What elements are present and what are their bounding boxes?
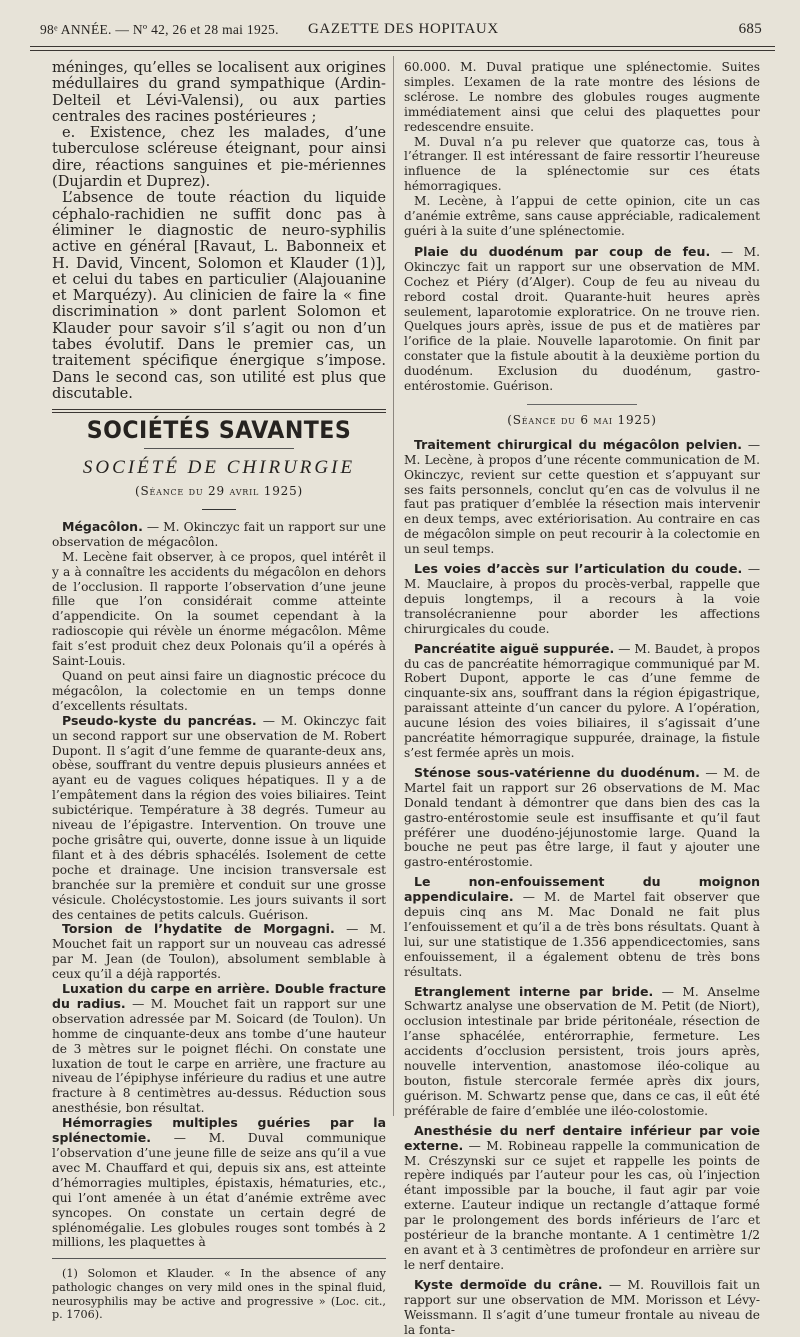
article-entry	[404, 1124, 760, 1273]
article-text: — M. de Martel fait un rapport sur 26 observations de M. Mac Donald tendant à démontrer que dans bien des cas la gastro-entérostomie seule est insuffisante et qu’il faut préférer une duodéno-jéjunostomie large. Quand la bouche ne peut pas être large, il faut y ajouter une gastro-entérostomie.	[404, 765, 760, 870]
article-text: — M. Mouchet fait un rapport sur une observation adressée par M. Soicard (de Toulon). Un homme de cinquante-deux ans tombe d’une hauteur de 3 mètres sur le poignet fléchi. On constate une luxation de tout le carpe en arrière, une fracture au niveau de l’épiphyse inférieure du radius et une autre fracture à 8 centimètres au-dessus. Réduction sous anesthésie, bon résultat.	[52, 996, 386, 1116]
issue-info: 98ᵉ ANNÉE. — Nº 42, 26 et 28 mai 1925.	[40, 22, 279, 37]
intro-paragraph: e. Existence, chez les malades, d’une tuberculose scléreuse éteignant, pour ainsi dire, réactions sanguines et pie-mériennes (Dujardin et Duprez).	[52, 124, 386, 191]
page-number: 685	[738, 21, 762, 37]
article-heading: Pancréatite aiguë suppurée.	[414, 640, 615, 656]
article-entry	[52, 714, 386, 923]
article-heading: Traitement chirurgical du mégacôlon pelvien.	[414, 436, 742, 452]
left-column	[52, 60, 386, 1322]
continuation-paragraph: 60.000. M. Duval pratique une splénectomie. Suites simples. L’examen de la rate montre des lésions de sclérose. Le nombre des globules rouges augmente immédiatement ainsi que celui des plaquettes pour redescendre ensuite.	[404, 60, 760, 134]
article-entry	[404, 766, 760, 870]
article-entry	[52, 922, 386, 982]
article-text: — M. Okinczyc fait un second rapport sur une observation de M. Robert Dupont. Il s’agit d’une femme de quarante-deux ans, obèse, souffrant du ventre depuis plusieurs années et ayant eu de vagues coliques hépatiques. Il y a de l’empâtement dans la région des voies biliaires. Teint subictérique. Température à 38 degrés. Tumeur au niveau de l’épigastre. Intervention. On trouve une poche grisâtre qui, ouverte, donne issue à un liquide filant et à des débris sphacélés. Isolement de cette poche et drainage. Une incision transversale est branchée sur la première et conduit sur une grosse vésicule. Cholécystostomie. Les jours suivants il sort des centaines de petits calculs. Guérison.	[52, 713, 386, 922]
article-text: — M. Okinczyc fait un rapport sur une observation de mégacôlon.	[52, 519, 386, 549]
session-date: (Séance du 6 mai 1925)	[507, 412, 657, 427]
center-rule	[527, 404, 637, 405]
section-rule	[52, 409, 386, 410]
article-heading: Les voies d’accès sur l’articulation du coude.	[414, 561, 743, 577]
article-text: — M. de Martel fait observer que depuis cinq ans M. Mac Donald ne fait plus l’enfouissement et qu’il a de très bons résultats. Quant à lui, sur une statistique de 1.356 appendicectomies, sans enfouissement, il a également obtenu de très bons résultats.	[404, 890, 760, 979]
article-entry	[52, 550, 386, 669]
article-entry	[404, 642, 760, 761]
article-heading: Luxation du carpe en arrière. Double fracture du radius.	[52, 981, 386, 1011]
article-heading: Plaie du duodénum par coup de feu.	[414, 243, 711, 259]
article-heading: Hémorragies multiples guéries par la splénectomie.	[52, 1115, 386, 1146]
article-text: — M. Okinczyc fait un rapport sur une observation de MM. Cochez et Piéry (d’Alger). Coup de feu au niveau du rebord costal droit. Quarante-huit heures après seulement, laparotomie exploratrice. On ne trouve rien. Quelques jours après, issue de pus et de matières par l’orifice de la plaie. Nouvelle laparotomie. On finit par constater que la fistule aboutit à la deuxième portion du duodénum. Exclusion du duodénum, gastro-entérostomie. Guérison.	[404, 244, 760, 394]
right-column	[404, 60, 760, 1337]
article-heading: Mégacôlon.	[62, 518, 143, 534]
continuation-paragraph: M. Duval n’a pu relever que quatorze cas, tous à l’étranger. Il est intéressant de faire ressortir l’heureuse influence de la splénectomie sur ces états hémorragiques.	[404, 134, 760, 194]
page-header	[40, 18, 762, 42]
article-entry	[52, 669, 386, 714]
footnote: (1) Solomon et Klauder. « In the absence of any pathologic changes on very mild ones in the spinal fluid, neurosyphilis may be active and progressive » (Loc. cit., p. 1706).	[52, 1267, 386, 1322]
article-text: — M. Robineau rappelle la communication de M. Crészynski sur ce sujet et rappelle les points de repère indiqués par l’auteur pour les cas, où l’injection étant impossible par la bouche, il faut agir par voie externe. L’auteur indique un rectangle d’attaque formé par le prolongement des bords inférieurs de l’arc et postérieur de la branche montante. A 1 centimètre 1/2 en avant et à 3 centimètres de profondeur en arrière sur le nerf dentaire.	[404, 1138, 760, 1272]
article-entry	[404, 562, 760, 637]
column-separator	[393, 56, 394, 1116]
short-rule	[202, 509, 236, 510]
article-text: — M. Anselme Schwartz analyse une observation de M. Petit (de Niort), occlusion intestinale par bride péritonéale, résection de l’anse sphacélée, entérorraphie, fermeture. Les accidents d’occlusion persistent, trois jours après, nouvelle intervention, anastomose iléo-colique au bouton, fistule stercorale fermée après dix jours, guérison. M. Schwartz pense que, dans ce cas, il eût été préférable de faire d’emblée une iléo-colostomie.	[404, 984, 760, 1118]
article-text: — M. Mouchet fait un rapport sur un nouveau cas adressé par M. Jean (de Toulon), absolument semblable à ceux qu’il a déjà rapportés.	[52, 922, 387, 982]
article-heading: Sténose sous-vatérienne du duodénum.	[414, 764, 700, 780]
article-text: M. Lecène fait observer, à ce propos, quel intérêt il y a à connaître les accidents du mégacôlon en dehors de l’occlusion. Il rapporte l’observation d’une jeune fille que l’on considérait comme atteinte d’appendicite. On la soumet cependant à la radioscopie qui révèle un énorme mégacôlon. Même fait s’est produit chez deux Polonais qu’il a opérés à Saint-Louis.	[52, 549, 386, 669]
section-title: SOCIÉTÉS SAVANTES	[86, 416, 352, 445]
article-entry	[52, 520, 386, 550]
session-date: (Séance du 29 avril 1925)	[134, 484, 304, 499]
intro-paragraph: L’absence de toute réaction du liquide céphalo-rachidien ne suffit donc pas à éliminer le diagnostic de neuro-syphilis active en général [Ravaut, L. Babonneix et H. David, Vincent, Solomon et Klauder (1)], et celui du tabes en particulier (Alajouanine et Marquézy). Au clinicien de faire la « fine discrimination » dont parlent Solomon et Klauder pour savoir s’il s’agit ou non d’un tabes évolutif. Dans le premier cas, un traitement spécifique énergique s’impose. Dans le second cas, son utilité est plus que discutable.	[52, 189, 386, 402]
article-entry	[404, 1278, 760, 1337]
header-rule-thin	[30, 50, 775, 51]
article-text: — M. Duval communique l’observation d’une jeune fille de seize ans qu’il a vue avec M. Chauffard et qui, depuis six ans, est atteinte d’hémorragies multiples, épistaxis, hématuries, etc., qui l’ont amenée à un état d’anémie extrême avec syncopes. On constate un certain degré de splénomégalie. Les globules rouges sont tombés à 2 millions, les plaquettes à	[52, 1131, 386, 1250]
article-entry	[404, 875, 760, 979]
title-underline	[144, 448, 294, 449]
continuation-paragraph: M. Lecène, à l’appui de cette opinion, cite un cas d’anémie extrême, sans cause appréciable, radicalement guéri à la suite d’une splénectomie.	[404, 194, 760, 238]
article-heading: Le non-enfouissement du moignon appendiculaire.	[404, 874, 760, 905]
article-heading: Etranglement interne par bride.	[414, 983, 654, 999]
article-entry	[404, 438, 760, 557]
article-text: Quand on peut ainsi faire un diagnostic précoce du mégacôlon, la colectomie en un temps donne d’excellents résultats.	[52, 669, 386, 713]
article-heading: Torsion de l’hydatite de Morgagni.	[62, 921, 335, 937]
article-text: — M. Mauclaire, à propos du procès-verbal, rappelle que depuis longtemps, il a recours à la voie transolécranienne pour aborder les affections chirurgicales du coude.	[404, 562, 761, 636]
journal-title: GAZETTE DES HOPITAUX	[308, 21, 499, 37]
article-entry	[404, 985, 760, 1119]
article-entry	[404, 245, 760, 394]
header-rule	[30, 46, 775, 47]
article-heading: Anesthésie du nerf dentaire inférieur par voie externe.	[404, 1122, 760, 1153]
article-entry	[52, 982, 386, 1116]
society-title: SOCIÉTÉ DE CHIRURGIE	[82, 457, 356, 479]
section-rule-thin	[52, 412, 386, 413]
article-text: — M. Baudet, à propos du cas de pancréatite hémorragique communiqué par M. Robert Dupont, apporte le cas d’une femme de cinquante-six ans, souffrant dans la région épigastrique, paraissant atteinte d’un cancer du pylore. A l’opération, aucune lésion des voies biliaires, il s’agissait d’une pancréatite hémorragique suppurée, drainage, la fistule s’est fermée après un mois.	[404, 641, 760, 760]
article-text: — M. Rouvillois fait un rapport sur une observation de MM. Morisson et Lévy-Weissmann. Il s’agit d’une tumeur frontale au niveau de la fonta-	[404, 1277, 760, 1337]
intro-paragraph: méninges, qu’elles se localisent aux origines médullaires du grand sympathique (Ardin-Delteil et Lévi-Valensi), ou aux parties centrales des racines postérieures ;	[52, 59, 386, 125]
article-entry	[52, 1116, 386, 1250]
footnote-rule	[52, 1258, 386, 1259]
article-heading: Pseudo-kyste du pancréas.	[62, 712, 257, 728]
article-heading: Kyste dermoïde du crâne.	[414, 1276, 603, 1292]
article-text: — M. Lecène, à propos d’une récente communication de M. Okinczyc, revient sur cette question et s’appuyant sur ses faits personnels, conclut qu’en cas de volvulus il ne faut pas pratiquer d’emblée la résection mais intervenir en deux temps, avec extériorisation. Au contraire en cas de mégacôlon simple on peut recourir à la colectomie en un seul temps.	[404, 437, 761, 557]
